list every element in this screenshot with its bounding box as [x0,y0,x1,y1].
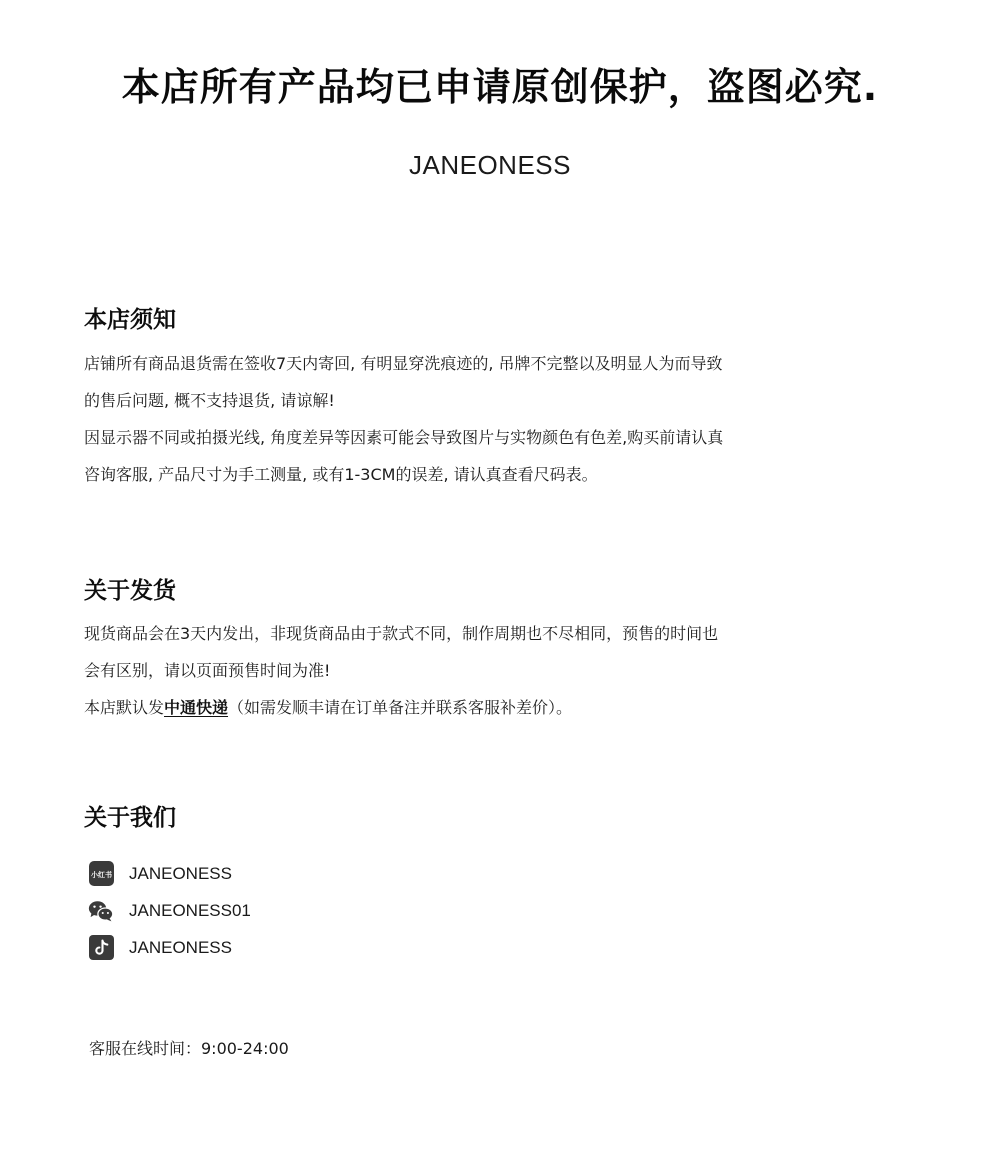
shipping-body [84,615,804,726]
xiaohongshu-icon [88,861,114,887]
courier-line [84,689,804,726]
store-notice-line: 的售后问题, 概不支持退货, 请谅解! [84,391,335,410]
store-notice-body [84,345,804,493]
notice-title: 本店所有产品均已申请原创保护，盗图必究. [121,65,879,109]
courier-prefix: 本店默认发 [84,698,165,717]
social-account-douyin[interactable] [88,929,251,966]
about-section [84,801,804,835]
brand-name: JANEONESS [409,150,571,180]
shipping-title: 关于发货 [84,578,176,604]
courier-note: （如需发顺丰请在订单备注并联系客服补差价）。 [228,698,573,717]
social-account-wechat[interactable] [88,892,251,929]
wechat-handle: JANEONESS01 [129,900,251,920]
shipping-line: 会有区别，请以页面预售时间为准! [84,661,331,680]
douyin-handle: JANEONESS [129,937,232,957]
wechat-icon [88,898,114,924]
service-hours: 客服在线时间：9:00-24:00 [89,1039,289,1058]
courier-link[interactable]: 中通快递 [164,698,229,717]
douyin-icon [88,935,114,961]
store-notice-line: 店铺所有商品退货需在签收7天内寄回, 有明显穿洗痕迹的, 吊牌不完整以及明显人为而导致 [84,354,723,373]
social-account-xiaohongshu[interactable] [88,855,251,892]
xiaohongshu-handle: JANEONESS [129,863,232,883]
shipping-line: 现货商品会在3天内发出，非现货商品由于款式不同，制作周期也不尽相同，预售的时间也 [84,624,719,643]
store-notice-line: 咨询客服, 产品尺寸为手工测量, 或有1-3CM的误差, 请认真查看尺码表。 [84,465,598,484]
store-notice-title: 本店须知 [84,307,176,333]
xiaohongshu-icon-text: 小红书 [90,871,112,879]
shipping-section [84,574,804,726]
store-notice-section [84,303,804,493]
about-title: 关于我们 [84,805,176,831]
social-accounts-list [88,855,251,966]
store-notice-line: 因显示器不同或拍摄光线, 角度差异等因素可能会导致图片与实物颜色有色差,购买前请认真 [84,428,724,447]
